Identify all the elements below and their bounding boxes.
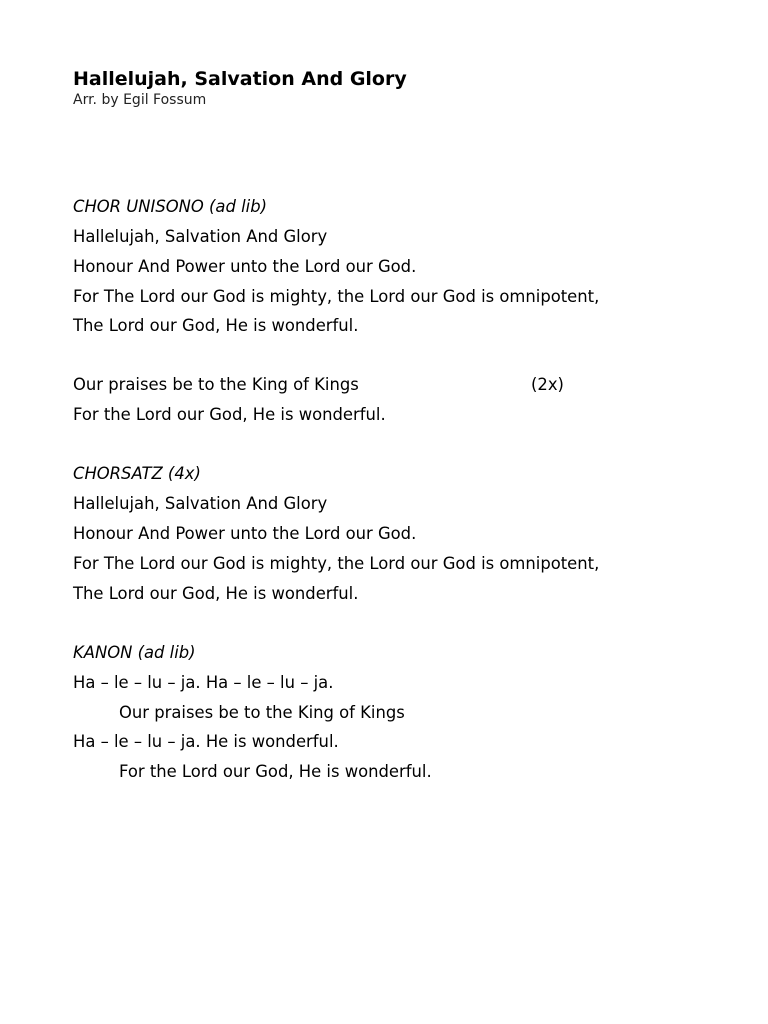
lyric-line-indented: Our praises be to the King of Kings [119, 703, 405, 722]
lyric-line: The Lord our God, He is wonderful. [73, 316, 359, 335]
lyric-line: Hallelujah, Salvation And Glory [73, 494, 328, 513]
lyric-line: For The Lord our God is mighty, the Lord our God is omnipotent, [73, 287, 600, 306]
lyric-line: Honour And Power unto the Lord our God. [73, 257, 417, 276]
lyric-line-indented: For the Lord our God, He is wonderful. [119, 762, 432, 781]
section-heading-chor-unisono: CHOR UNISONO (ad lib) [73, 197, 267, 216]
repeat-marker: (2x) [531, 375, 564, 394]
document-title: Hallelujah, Salvation And Glory [73, 68, 407, 90]
lyric-line: Our praises be to the King of Kings [73, 375, 359, 394]
lyric-line: Ha – le – lu – ja. Ha – le – lu – ja. [73, 673, 334, 692]
lyric-line: Ha – le – lu – ja. He is wonderful. [73, 732, 339, 751]
lyric-line: For The Lord our God is mighty, the Lord our God is omnipotent, [73, 554, 600, 573]
lyric-line: Honour And Power unto the Lord our God. [73, 524, 417, 543]
lyric-line: The Lord our God, He is wonderful. [73, 584, 359, 603]
lyric-line: For the Lord our God, He is wonderful. [73, 405, 386, 424]
section-heading-chorsatz: CHORSATZ (4x) [73, 464, 201, 483]
lyric-line: Hallelujah, Salvation And Glory [73, 227, 328, 246]
document-subtitle: Arr. by Egil Fossum [73, 92, 207, 108]
section-heading-kanon: KANON (ad lib) [73, 643, 196, 662]
